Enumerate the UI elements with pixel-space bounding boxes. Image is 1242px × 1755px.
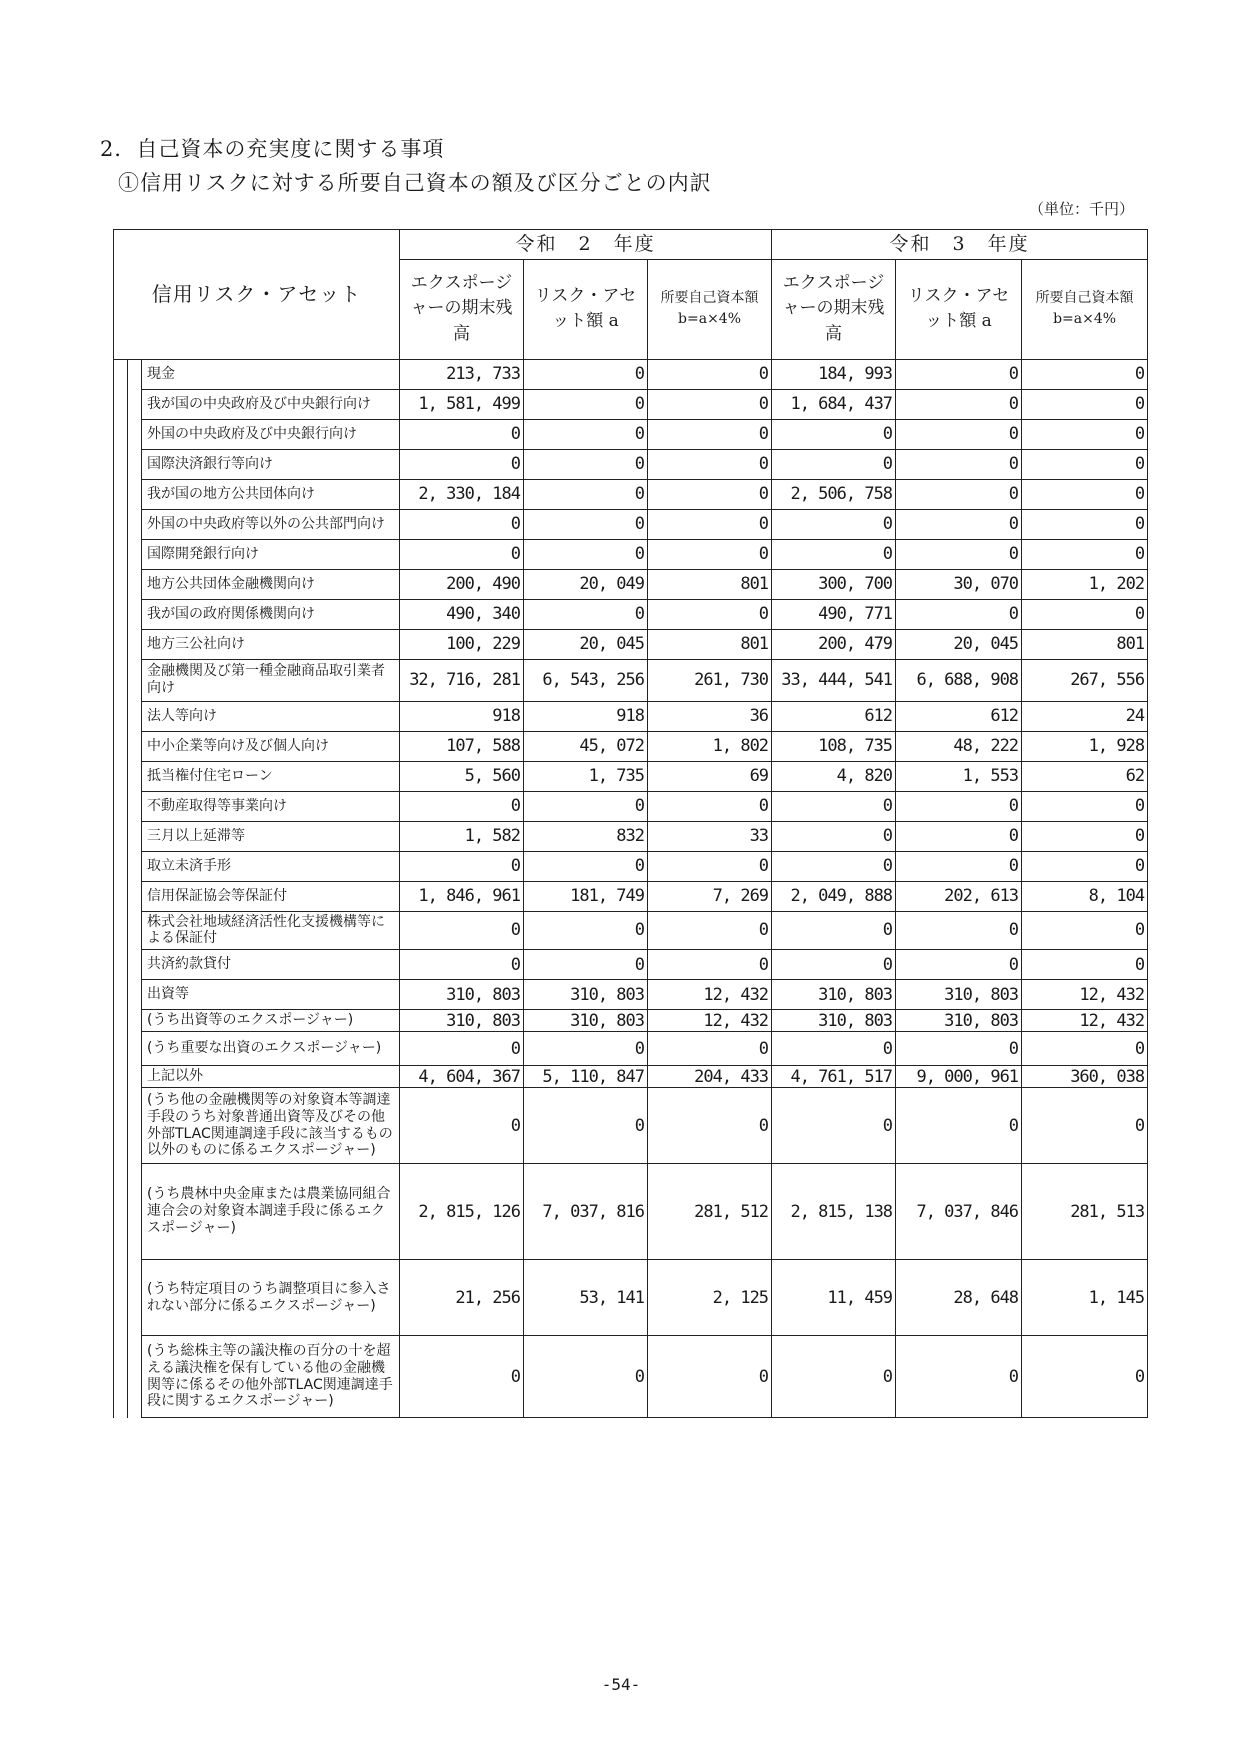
table-row <box>114 389 1148 419</box>
value-cell: 0 <box>1022 950 1148 980</box>
value-cell: 28, 648 <box>896 1260 1022 1336</box>
value-cell: 0 <box>772 509 896 539</box>
value-cell: 310, 803 <box>524 1010 648 1032</box>
value-cell: 1, 202 <box>1022 569 1148 599</box>
value-cell: 20, 049 <box>524 569 648 599</box>
row-label: 三月以上延滞等 <box>142 821 400 851</box>
value-cell: 310, 803 <box>772 980 896 1010</box>
value-cell: 0 <box>524 509 648 539</box>
row-label: (うち特定項目のうち調整項目に参入されない部分に係るエクスポージャー) <box>142 1260 400 1336</box>
value-cell: 0 <box>1022 539 1148 569</box>
value-cell: 918 <box>524 701 648 731</box>
exposure-header-r3: エクスポージャーの期末残高 <box>772 259 896 359</box>
value-cell: 1, 928 <box>1022 731 1148 761</box>
page-number: -54- <box>601 1675 641 1694</box>
indent-guide <box>114 911 128 950</box>
value-cell: 1, 553 <box>896 761 1022 791</box>
value-cell: 2, 506, 758 <box>772 479 896 509</box>
value-cell: 0 <box>400 791 524 821</box>
value-cell: 0 <box>400 1088 524 1164</box>
value-cell: 261, 730 <box>648 659 772 701</box>
value-cell: 0 <box>648 1336 772 1418</box>
value-cell: 204, 433 <box>648 1066 772 1088</box>
value-cell: 0 <box>896 1336 1022 1418</box>
value-cell: 4, 820 <box>772 761 896 791</box>
indent-guide <box>128 980 142 1010</box>
value-cell: 0 <box>772 821 896 851</box>
row-label: 信用保証協会等保証付 <box>142 881 400 911</box>
indent-guide <box>128 449 142 479</box>
value-cell: 2, 815, 138 <box>772 1164 896 1260</box>
value-cell: 0 <box>1022 791 1148 821</box>
value-cell: 107, 588 <box>400 731 524 761</box>
value-cell: 0 <box>772 1088 896 1164</box>
table-body <box>114 359 1148 1418</box>
table-row <box>114 791 1148 821</box>
value-cell: 0 <box>1022 479 1148 509</box>
row-label: (うち他の金融機関等の対象資本等調達手段のうち対象普通出資等及びその他外部TLAC関連調達手段に該当するもの以外のものに係るエクスポージャー) <box>142 1088 400 1164</box>
value-cell: 5, 110, 847 <box>524 1066 648 1088</box>
indent-guide <box>114 761 128 791</box>
value-cell: 0 <box>772 419 896 449</box>
value-cell: 2, 125 <box>648 1260 772 1336</box>
value-cell: 0 <box>400 449 524 479</box>
indent-guide <box>128 539 142 569</box>
value-cell: 612 <box>896 701 1022 731</box>
value-cell: 0 <box>1022 359 1148 389</box>
value-cell: 12, 432 <box>1022 980 1148 1010</box>
value-cell: 32, 716, 281 <box>400 659 524 701</box>
table-row <box>114 539 1148 569</box>
value-cell: 0 <box>400 851 524 881</box>
row-label: 出資等 <box>142 980 400 1010</box>
value-cell: 8, 104 <box>1022 881 1148 911</box>
table-row <box>114 1164 1148 1260</box>
value-cell: 281, 512 <box>648 1164 772 1260</box>
value-cell: 1, 735 <box>524 761 648 791</box>
value-cell: 0 <box>648 539 772 569</box>
value-cell: 24 <box>1022 701 1148 731</box>
indent-guide <box>114 449 128 479</box>
table-row <box>114 980 1148 1010</box>
indent-guide <box>128 659 142 701</box>
indent-guide <box>114 389 128 419</box>
row-label: 不動産取得等事業向け <box>142 791 400 821</box>
value-cell: 0 <box>524 1336 648 1418</box>
value-cell: 0 <box>400 1032 524 1066</box>
row-label: 現金 <box>142 359 400 389</box>
value-cell: 2, 330, 184 <box>400 479 524 509</box>
value-cell: 0 <box>524 419 648 449</box>
indent-guide <box>114 1260 128 1336</box>
indent-guide <box>114 629 128 659</box>
value-cell: 0 <box>400 509 524 539</box>
indent-guide <box>128 419 142 449</box>
table-row <box>114 1066 1148 1088</box>
table-title: ①信用リスクに対する所要自己資本の額及び区分ごとの内訳 <box>118 171 712 195</box>
indent-guide <box>128 1088 142 1164</box>
row-label: 抵当権付住宅ローン <box>142 761 400 791</box>
asset-column-header: 信用リスク・アセット <box>114 230 400 360</box>
value-cell: 0 <box>524 851 648 881</box>
value-cell: 0 <box>1022 419 1148 449</box>
indent-guide <box>114 509 128 539</box>
value-cell: 5, 560 <box>400 761 524 791</box>
exposure-header-r2: エクスポージャーの期末残高 <box>400 259 524 359</box>
credit-risk-table <box>113 229 1148 1418</box>
value-cell: 0 <box>896 449 1022 479</box>
indent-guide <box>114 1164 128 1260</box>
value-cell: 310, 803 <box>524 980 648 1010</box>
risk-asset-header-r3: リスク・アセット額 a <box>896 259 1022 359</box>
value-cell: 0 <box>896 479 1022 509</box>
indent-guide <box>128 629 142 659</box>
row-label: 外国の中央政府及び中央銀行向け <box>142 419 400 449</box>
table-row <box>114 701 1148 731</box>
capital-header-r3: 所要自己資本額 b=a×4% <box>1022 259 1148 359</box>
value-cell: 11, 459 <box>772 1260 896 1336</box>
table-row <box>114 509 1148 539</box>
indent-guide <box>114 950 128 980</box>
value-cell: 0 <box>524 911 648 950</box>
value-cell: 0 <box>896 1088 1022 1164</box>
indent-guide <box>128 389 142 419</box>
value-cell: 281, 513 <box>1022 1164 1148 1260</box>
value-cell: 0 <box>896 911 1022 950</box>
value-cell: 490, 340 <box>400 599 524 629</box>
row-label: 取立未済手形 <box>142 851 400 881</box>
year-header-r3: 令和 3 年度 <box>772 230 1148 260</box>
value-cell: 20, 045 <box>896 629 1022 659</box>
value-cell: 100, 229 <box>400 629 524 659</box>
indent-guide <box>128 509 142 539</box>
indent-guide <box>114 881 128 911</box>
indent-guide <box>114 791 128 821</box>
value-cell: 30, 070 <box>896 569 1022 599</box>
value-cell: 0 <box>1022 911 1148 950</box>
value-cell: 0 <box>400 911 524 950</box>
value-cell: 0 <box>896 851 1022 881</box>
value-cell: 0 <box>896 509 1022 539</box>
value-cell: 0 <box>648 419 772 449</box>
indent-guide <box>114 539 128 569</box>
value-cell: 0 <box>524 1088 648 1164</box>
value-cell: 490, 771 <box>772 599 896 629</box>
row-label: 株式会社地域経済活性化支援機構等による保証付 <box>142 911 400 950</box>
value-cell: 48, 222 <box>896 731 1022 761</box>
value-cell: 0 <box>524 359 648 389</box>
value-cell: 7, 037, 846 <box>896 1164 1022 1260</box>
table-row <box>114 629 1148 659</box>
capital-header-r2: 所要自己資本額 b=a×4% <box>648 259 772 359</box>
value-cell: 69 <box>648 761 772 791</box>
value-cell: 0 <box>524 389 648 419</box>
value-cell: 12, 432 <box>648 980 772 1010</box>
row-label: 地方公共団体金融機関向け <box>142 569 400 599</box>
unit-note: （単位：千円） <box>1028 200 1134 218</box>
indent-guide <box>114 659 128 701</box>
value-cell: 0 <box>1022 821 1148 851</box>
value-cell: 0 <box>896 539 1022 569</box>
table-row <box>114 731 1148 761</box>
value-cell: 53, 141 <box>524 1260 648 1336</box>
table-row <box>114 950 1148 980</box>
value-cell: 7, 269 <box>648 881 772 911</box>
value-cell: 21, 256 <box>400 1260 524 1336</box>
indent-guide <box>114 479 128 509</box>
indent-guide <box>128 731 142 761</box>
value-cell: 0 <box>648 1088 772 1164</box>
value-cell: 0 <box>648 851 772 881</box>
row-label: 我が国の地方公共団体向け <box>142 479 400 509</box>
row-label: 共済約款貸付 <box>142 950 400 980</box>
value-cell: 4, 761, 517 <box>772 1066 896 1088</box>
value-cell: 832 <box>524 821 648 851</box>
value-cell: 0 <box>524 950 648 980</box>
indent-guide <box>114 569 128 599</box>
indent-guide <box>128 569 142 599</box>
indent-guide <box>128 359 142 389</box>
value-cell: 33 <box>648 821 772 851</box>
value-cell: 0 <box>772 911 896 950</box>
value-cell: 184, 993 <box>772 359 896 389</box>
value-cell: 0 <box>400 419 524 449</box>
indent-guide <box>114 599 128 629</box>
value-cell: 0 <box>772 1032 896 1066</box>
value-cell: 0 <box>772 1336 896 1418</box>
value-cell: 0 <box>772 539 896 569</box>
indent-guide <box>128 881 142 911</box>
indent-guide <box>128 599 142 629</box>
value-cell: 0 <box>648 791 772 821</box>
row-label: (うち出資等のエクスポージャー) <box>142 1010 400 1032</box>
table-row <box>114 881 1148 911</box>
row-label: 法人等向け <box>142 701 400 731</box>
table-row <box>114 911 1148 950</box>
indent-guide <box>114 821 128 851</box>
value-cell: 0 <box>524 791 648 821</box>
value-cell: 1, 684, 437 <box>772 389 896 419</box>
table-row <box>114 599 1148 629</box>
risk-asset-header-r2: リスク・アセット額 a <box>524 259 648 359</box>
value-cell: 0 <box>772 449 896 479</box>
value-cell: 12, 432 <box>648 1010 772 1032</box>
value-cell: 0 <box>772 950 896 980</box>
row-label: 金融機関及び第一種金融商品取引業者向け <box>142 659 400 701</box>
indent-guide <box>114 731 128 761</box>
table-row <box>114 569 1148 599</box>
value-cell: 0 <box>896 821 1022 851</box>
indent-guide <box>114 359 128 389</box>
value-cell: 918 <box>400 701 524 731</box>
indent-guide <box>114 419 128 449</box>
indent-guide <box>128 851 142 881</box>
value-cell: 0 <box>648 479 772 509</box>
value-cell: 12, 432 <box>1022 1010 1148 1032</box>
row-label: (うち農林中央金庫または農業協同組合連合会の対象資本調達手段に係るエクスポージャー) <box>142 1164 400 1260</box>
table-row <box>114 419 1148 449</box>
value-cell: 0 <box>648 449 772 479</box>
row-label: 国際開発銀行向け <box>142 539 400 569</box>
value-cell: 202, 613 <box>896 881 1022 911</box>
table-row <box>114 1260 1148 1336</box>
value-cell: 310, 803 <box>400 980 524 1010</box>
indent-guide <box>128 701 142 731</box>
indent-guide <box>128 950 142 980</box>
value-cell: 0 <box>896 950 1022 980</box>
value-cell: 0 <box>400 539 524 569</box>
indent-guide <box>128 479 142 509</box>
value-cell: 9, 000, 961 <box>896 1066 1022 1088</box>
indent-guide <box>128 1164 142 1260</box>
value-cell: 0 <box>1022 1088 1148 1164</box>
value-cell: 0 <box>524 1032 648 1066</box>
value-cell: 1, 582 <box>400 821 524 851</box>
value-cell: 1, 145 <box>1022 1260 1148 1336</box>
indent-guide <box>128 1336 142 1418</box>
value-cell: 200, 479 <box>772 629 896 659</box>
value-cell: 310, 803 <box>896 980 1022 1010</box>
year-header-r2: 令和 2 年度 <box>400 230 772 260</box>
value-cell: 0 <box>648 950 772 980</box>
value-cell: 801 <box>1022 629 1148 659</box>
value-cell: 310, 803 <box>772 1010 896 1032</box>
value-cell: 0 <box>524 449 648 479</box>
value-cell: 0 <box>896 1032 1022 1066</box>
indent-guide <box>114 1066 128 1088</box>
value-cell: 0 <box>648 1032 772 1066</box>
indent-guide <box>114 980 128 1010</box>
value-cell: 33, 444, 541 <box>772 659 896 701</box>
indent-guide <box>114 851 128 881</box>
value-cell: 801 <box>648 569 772 599</box>
value-cell: 0 <box>648 599 772 629</box>
value-cell: 0 <box>1022 1336 1148 1418</box>
value-cell: 310, 803 <box>896 1010 1022 1032</box>
value-cell: 0 <box>896 359 1022 389</box>
indent-guide <box>114 1088 128 1164</box>
value-cell: 181, 749 <box>524 881 648 911</box>
value-cell: 0 <box>524 599 648 629</box>
value-cell: 0 <box>1022 599 1148 629</box>
value-cell: 2, 049, 888 <box>772 881 896 911</box>
table-row <box>114 359 1148 389</box>
value-cell: 62 <box>1022 761 1148 791</box>
value-cell: 20, 045 <box>524 629 648 659</box>
value-cell: 7, 037, 816 <box>524 1164 648 1260</box>
section-heading: 2．自己資本の充実度に関する事項 <box>100 137 445 161</box>
table-row <box>114 1088 1148 1164</box>
indent-guide <box>128 1066 142 1088</box>
indent-guide <box>128 761 142 791</box>
value-cell: 0 <box>772 851 896 881</box>
table-row <box>114 659 1148 701</box>
row-label: 中小企業等向け及び個人向け <box>142 731 400 761</box>
value-cell: 0 <box>648 389 772 419</box>
value-cell: 0 <box>1022 389 1148 419</box>
indent-guide <box>114 1010 128 1032</box>
row-label: 我が国の政府関係機関向け <box>142 599 400 629</box>
row-label: 外国の中央政府等以外の公共部門向け <box>142 509 400 539</box>
value-cell: 0 <box>896 389 1022 419</box>
value-cell: 45, 072 <box>524 731 648 761</box>
indent-guide <box>128 1260 142 1336</box>
table-row <box>114 1010 1148 1032</box>
value-cell: 0 <box>1022 449 1148 479</box>
indent-guide <box>128 791 142 821</box>
value-cell: 0 <box>1022 509 1148 539</box>
indent-guide <box>114 1032 128 1066</box>
value-cell: 0 <box>400 950 524 980</box>
value-cell: 0 <box>1022 1032 1148 1066</box>
value-cell: 0 <box>1022 851 1148 881</box>
value-cell: 0 <box>400 1336 524 1418</box>
value-cell: 200, 490 <box>400 569 524 599</box>
value-cell: 1, 802 <box>648 731 772 761</box>
value-cell: 300, 700 <box>772 569 896 599</box>
value-cell: 0 <box>648 359 772 389</box>
value-cell: 0 <box>772 791 896 821</box>
row-label: 上記以外 <box>142 1066 400 1088</box>
value-cell: 4, 604, 367 <box>400 1066 524 1088</box>
indent-guide <box>128 1010 142 1032</box>
row-label: 我が国の中央政府及び中央銀行向け <box>142 389 400 419</box>
indent-guide <box>114 701 128 731</box>
indent-guide <box>128 1032 142 1066</box>
table-row <box>114 479 1148 509</box>
value-cell: 0 <box>896 599 1022 629</box>
value-cell: 6, 543, 256 <box>524 659 648 701</box>
indent-guide <box>128 911 142 950</box>
value-cell: 6, 688, 908 <box>896 659 1022 701</box>
value-cell: 0 <box>524 539 648 569</box>
value-cell: 801 <box>648 629 772 659</box>
table-row <box>114 1032 1148 1066</box>
value-cell: 267, 556 <box>1022 659 1148 701</box>
table-row <box>114 851 1148 881</box>
value-cell: 108, 735 <box>772 731 896 761</box>
row-label: 地方三公社向け <box>142 629 400 659</box>
row-label: (うち総株主等の議決権の百分の十を超える議決権を保有している他の金融機関等に係るその他外部TLAC関連調達手段に関するエクスポージャー) <box>142 1336 400 1418</box>
table-row <box>114 821 1148 851</box>
value-cell: 310, 803 <box>400 1010 524 1032</box>
table-row <box>114 1336 1148 1418</box>
value-cell: 1, 581, 499 <box>400 389 524 419</box>
value-cell: 0 <box>524 479 648 509</box>
value-cell: 0 <box>648 509 772 539</box>
table-row <box>114 761 1148 791</box>
value-cell: 1, 846, 961 <box>400 881 524 911</box>
row-label: 国際決済銀行等向け <box>142 449 400 479</box>
value-cell: 213, 733 <box>400 359 524 389</box>
value-cell: 360, 038 <box>1022 1066 1148 1088</box>
indent-guide <box>114 1336 128 1418</box>
value-cell: 0 <box>896 791 1022 821</box>
value-cell: 0 <box>648 911 772 950</box>
table-row <box>114 449 1148 479</box>
row-label: (うち重要な出資のエクスポージャー) <box>142 1032 400 1066</box>
value-cell: 2, 815, 126 <box>400 1164 524 1260</box>
value-cell: 612 <box>772 701 896 731</box>
indent-guide <box>128 821 142 851</box>
value-cell: 36 <box>648 701 772 731</box>
value-cell: 0 <box>896 419 1022 449</box>
